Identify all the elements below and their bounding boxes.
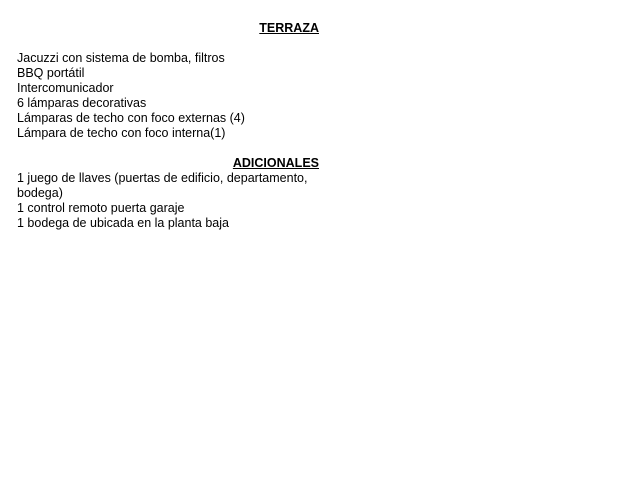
document-page [17, 21, 319, 231]
list-item: BBQ portátil [17, 66, 85, 80]
section-title-terraza: TERRAZA [259, 21, 319, 35]
section-adicionales [17, 156, 319, 231]
adicionales-item-list [17, 171, 319, 231]
list-item: 1 control remoto puerta garaje [17, 201, 185, 215]
list-item: Lámpara de techo con foco interna(1) [17, 126, 226, 140]
list-item: Jacuzzi con sistema de bomba, filtros [17, 51, 225, 65]
section-terraza [17, 21, 319, 141]
list-item: Intercomunicador [17, 81, 114, 95]
list-item: 1 bodega de ubicada en la planta baja [17, 216, 229, 230]
list-item: 1 juego de llaves (puertas de edificio, departamento, bodega) [17, 171, 308, 200]
list-item: 6 lámparas decorativas [17, 96, 147, 110]
list-item: Lámparas de techo con foco externas (4) [17, 111, 245, 125]
section-title-adicionales: ADICIONALES [232, 156, 319, 170]
terraza-item-list [17, 51, 319, 141]
